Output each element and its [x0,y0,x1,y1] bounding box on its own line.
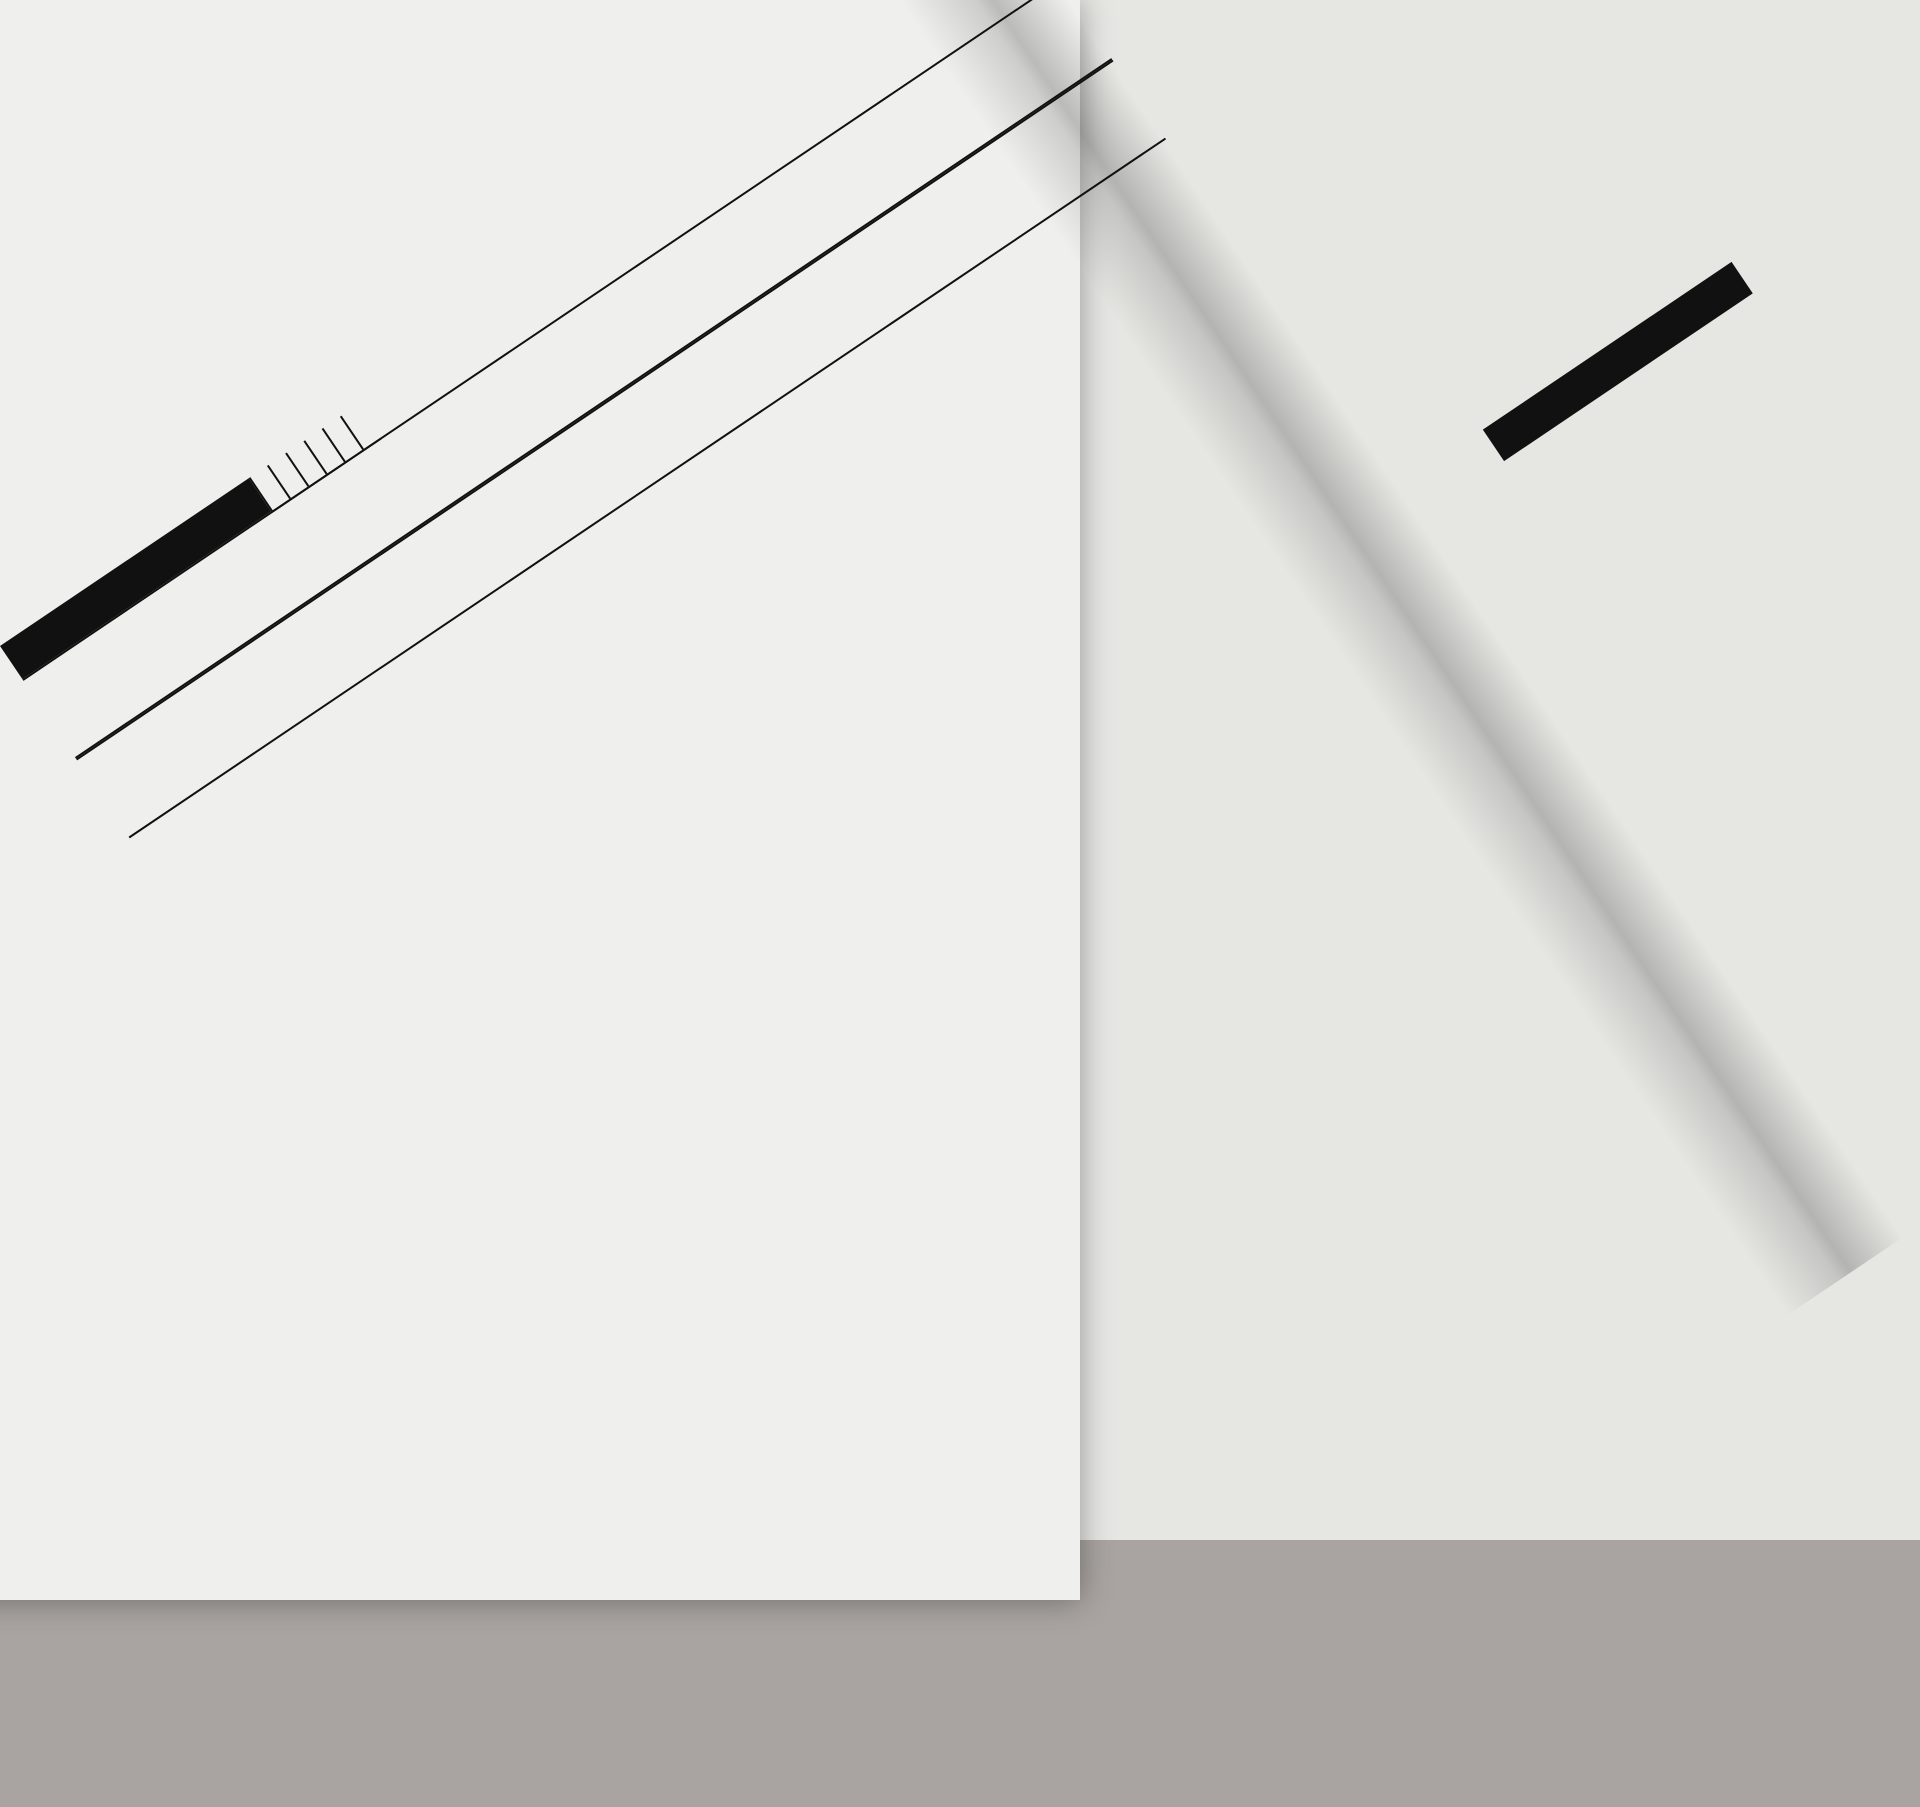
table-row [1462,85,1920,423]
